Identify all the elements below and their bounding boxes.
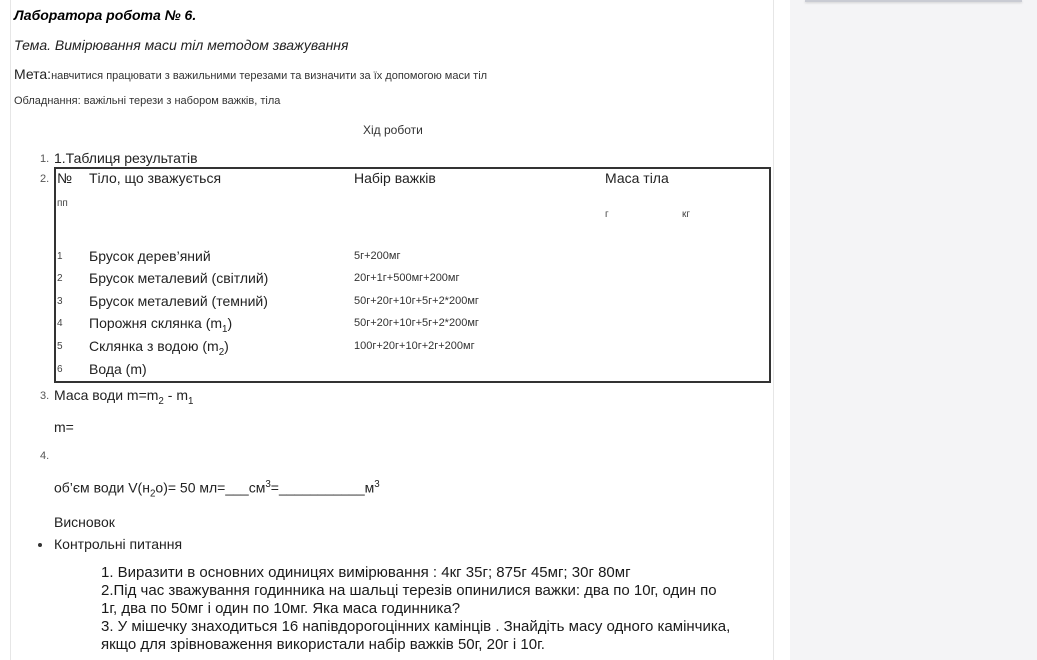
row-body-subscript: 2 [218, 346, 225, 358]
water-mass-result: m= [54, 419, 74, 435]
list-number-2: 2. [40, 173, 50, 185]
row-body: Брусок дерев’яний [89, 248, 211, 264]
row-body [89, 315, 232, 335]
formula-part: - m [163, 387, 188, 403]
header-no: № [57, 170, 73, 186]
formula-superscript: 3 [374, 479, 380, 490]
row-body-end: ) [227, 315, 233, 331]
question-3-line-1: 3. У мішечку знаходиться 16 напівдорогоцінних камінців . Знайдіть масу одного камінчика, [101, 618, 731, 635]
lab-equipment: Обладнання: важільні терези з набором важків, тіла [14, 95, 281, 107]
formula-part: =___________м [270, 479, 375, 496]
water-volume-formula [54, 479, 380, 499]
goal-text: навчитися працювати з важильними терезами та визначити за їх допомогою маси тіл [51, 70, 488, 82]
formula-part: Маса води m=m [54, 387, 159, 403]
formula-part: о)= 50 мл=___см [155, 479, 266, 496]
row-number: 3 [57, 296, 63, 307]
formula-superscript: 3 [265, 479, 271, 490]
row-number: 6 [57, 364, 63, 375]
question-2-line-1: 2.Під час зважування годинника на шальці терезів опинилися важки: два по 10г, один по [101, 582, 717, 599]
row-body: Вода (m) [89, 361, 147, 377]
row-number: 5 [57, 341, 63, 352]
row-number: 4 [57, 318, 63, 329]
row-body [89, 338, 229, 358]
row-number: 2 [57, 273, 63, 284]
question-1: 1. Виразити в основних одиницях вимірювання : 4кг 35г; 875г 45мг; 30г 80мг [101, 564, 631, 581]
row-number: 1 [57, 251, 63, 262]
header-body: Тіло, що зважується [89, 170, 222, 186]
header-no-sub: пп [57, 198, 68, 209]
questions-heading: Контрольні питання [54, 536, 183, 552]
row-weights: 50г+20г+10г+5г+2*200мг [354, 295, 479, 307]
table-caption: 1.Таблиця результатів [54, 150, 198, 166]
conclusion-label: Висновок [54, 514, 115, 530]
row-body-end: ) [224, 338, 229, 354]
lab-goal [14, 66, 487, 82]
row-body: Брусок металевий (темний) [89, 293, 268, 309]
lab-topic: Тема. Вимірювання маси тіл методом зважування [14, 37, 349, 53]
list-number-4: 4. [40, 450, 50, 462]
list-number-3: 3. [40, 390, 50, 402]
header-unit-kg: кг [682, 209, 691, 220]
row-weights: 50г+20г+10г+5г+2*200мг [354, 317, 479, 329]
header-mass: Маса тіла [605, 170, 669, 186]
row-body-text: Склянка з водою (m [89, 338, 219, 354]
formula-subscript: 2 [149, 488, 156, 500]
row-weights: 100г+20г+10г+2г+200мг [354, 340, 475, 352]
formula-subscript: 2 [158, 395, 164, 407]
row-body-subscript: 1 [222, 323, 228, 335]
goal-label: Мета: [14, 66, 52, 82]
right-sidebar [790, 0, 1037, 660]
progress-heading: Хід роботи [363, 123, 423, 137]
row-weights: 20г+1г+500мг+200мг [354, 272, 460, 284]
question-3-line-2: якщо для зрівноваження використали набір важків 50г, 20г і 10г. [101, 636, 545, 653]
lab-title: Лаборатора робота № 6. [14, 7, 197, 23]
bullet-icon [38, 543, 42, 547]
list-number-1: 1. [40, 153, 50, 165]
row-body: Брусок металевий (світлий) [89, 270, 269, 286]
water-mass-formula [54, 387, 193, 407]
header-unit-g: г [605, 209, 609, 220]
row-body-text: Порожня склянка (m [89, 315, 223, 331]
sidebar-top-bar [805, 0, 1022, 2]
formula-part: об’єм води V(н [54, 479, 150, 496]
row-weights: 5г+200мг [354, 250, 401, 262]
formula-subscript: 1 [187, 395, 194, 407]
question-2-line-2: 1г, два по 50мг і один по 10мг. Яка маса годинника? [101, 600, 461, 617]
header-weights: Набір важків [354, 170, 436, 186]
